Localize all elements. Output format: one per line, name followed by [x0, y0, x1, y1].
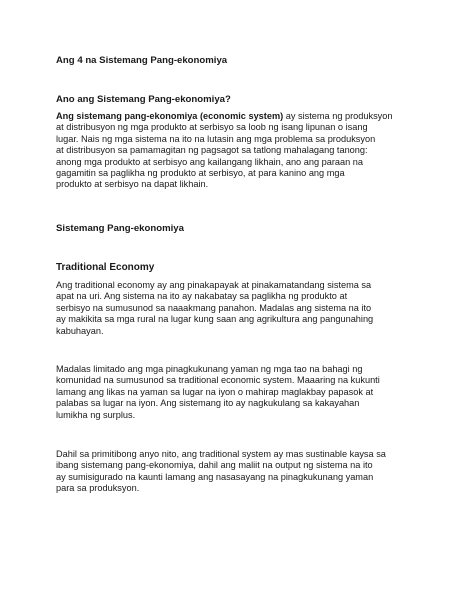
intro-paragraph: [56, 111, 393, 191]
paragraph-line: lumikha ng surplus.: [56, 409, 136, 420]
intro-line: produkto at serbisyo na dapat likhain.: [56, 179, 209, 190]
paragraph-line: serbisyo na sumusunod sa naaakmang panahon. Madalas ang sistema na ito: [56, 302, 372, 313]
paragraph-line: para sa produksyon.: [56, 483, 140, 494]
document-title: Ang 4 na Sistemang Pang-ekonomiya: [56, 55, 228, 66]
intro-line-1-rest: ay sistema ng produksyon: [283, 111, 393, 121]
intro-term: Ang sistemang pang-ekonomiya (economic system): [56, 111, 284, 121]
paragraph-line: ibang sistemang pang-ekonomiya, dahil ang maliit na output ng sistema na ito: [56, 460, 373, 471]
intro-line: at distribusyon ng mga produkto at serbisyo sa loob ng isang lipunan o isang: [56, 122, 368, 133]
intro-line: lugar. Nais ng mga sistema na ito na lutasin ang mga problema sa produksyon: [56, 133, 376, 144]
paragraph-line: ay makikita sa mga rural na lugar kung saan ang agrikultura ang pangunahing: [56, 314, 374, 325]
subheading-traditional-economy: Traditional Economy: [56, 262, 155, 273]
section-heading: Sistemang Pang-ekonomiya: [56, 223, 184, 234]
intro-line: at distribusyon sa pamamagitan ng pagsagot sa tatlong mahalagang tanong:: [56, 145, 368, 156]
paragraph-line: lamang ang likas na yaman sa lugar na iyon o mahirap maglakbay papasok at: [56, 386, 374, 397]
paragraph-3: [56, 449, 386, 495]
paragraph-line: ay sumisigurado na kaunti lamang ang nasasayang na pinagkukunang yaman: [56, 471, 374, 482]
paragraph-line: palabas sa lugar na iyon. Ang sistemang ito ay nagkukulang sa kakayahan: [56, 398, 360, 409]
intro-line: anong mga produkto at serbisyo ang kailangang likhain, ano ang paraan na: [56, 156, 363, 167]
paragraph-line: komunidad na sumusunod sa traditional economic system. Maaaring na kukunti: [56, 375, 380, 386]
intro-line: gagamitin sa paglikha ng produkto at serbisyo, at para kanino ang mga: [56, 168, 345, 179]
paragraph-line: kabuhayan.: [56, 325, 104, 336]
question-heading: Ano ang Sistemang Pang-ekonomiya?: [56, 94, 231, 105]
paragraph-line: Madalas limitado ang mga pinagkukunang yaman ng mga tao na bahagi ng: [56, 364, 363, 374]
paragraph-line: apat na uri. Ang sistema na ito ay nakabatay sa paglikha ng produkto at: [56, 291, 348, 302]
paragraph-1: [56, 280, 373, 337]
paragraph-2: [56, 364, 380, 421]
paragraph-line: Dahil sa primitibong anyo nito, ang traditional system ay mas sustinable kaysa sa: [56, 449, 386, 459]
intro-line-1: [56, 111, 393, 122]
paragraph-line: Ang traditional economy ay ang pinakapayak at pinakamatandang sistema sa: [56, 280, 372, 290]
document-page: [56, 0, 428, 613]
